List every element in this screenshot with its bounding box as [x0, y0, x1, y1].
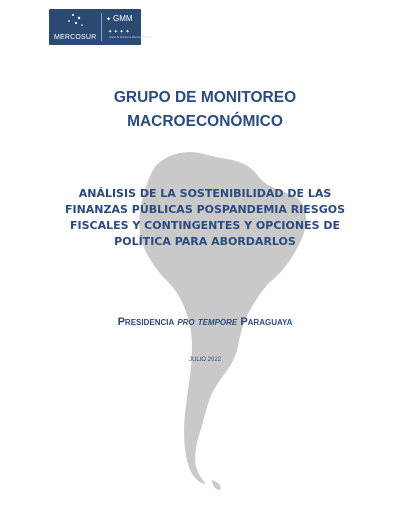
svg-text:✦ ✦ ✦ ✦: ✦ ✦ ✦ ✦: [108, 29, 130, 35]
mercosur-gmm-logo: [49, 9, 151, 45]
presidency-line: [0, 316, 410, 328]
document-title-line2: MACROECONÓMICO: [127, 113, 283, 130]
presidency-italic: pro tempore: [177, 316, 238, 328]
gmm-logo: [103, 9, 151, 45]
logo-divider: [101, 13, 102, 41]
document-subtitle: ANÁLISIS DE LA SOSTENIBILIDAD DE LAS FINANZAS PÚBLICAS POSPANDEMIA RIESGOS FISCALES Y CONTINGENTES Y OPCIONES DE POLÍTICA PARA ABORDARLOS: [64, 187, 346, 248]
presidency-prefix: Presidencia: [117, 316, 178, 328]
mercosur-logo: [49, 9, 101, 45]
mercosur-label: MERCOSUR: [54, 34, 97, 41]
gmm-label: GMM: [113, 14, 133, 23]
gmm-subtitle: Grupo de Monitoreo Macroeconómico: [109, 36, 151, 39]
document-title-line1: GRUPO DE MONITOREO: [113, 89, 297, 106]
svg-text:✦: ✦: [106, 16, 112, 23]
document-date: JULIO 2022: [188, 357, 222, 363]
presidency-suffix: Paraguaya: [237, 316, 293, 328]
